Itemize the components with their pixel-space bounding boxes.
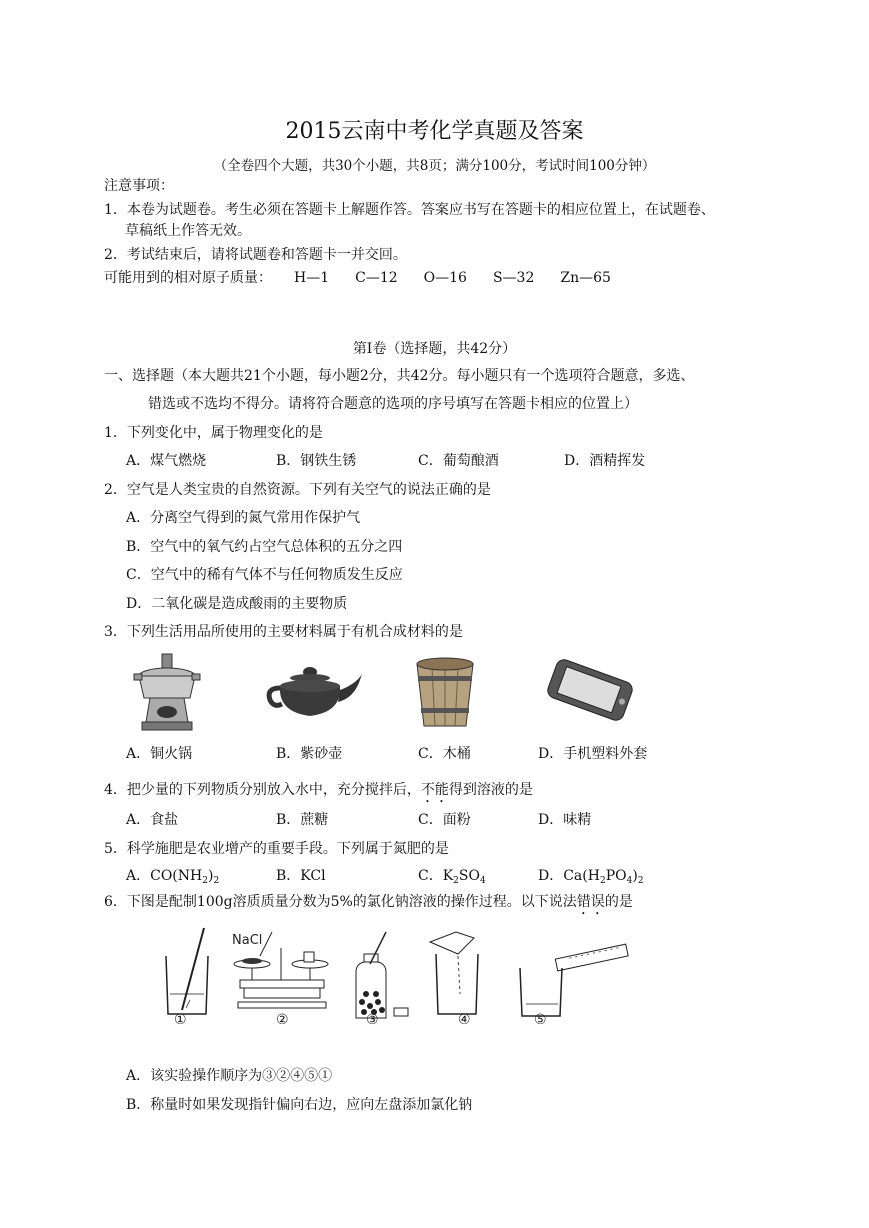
q1-option-c: C．葡萄酿酒	[418, 453, 499, 469]
q6-stem-part2: 的是	[604, 894, 633, 910]
notice-item-1: 1．本卷为试题卷。考生必须在答题卡上解题作答。答案应书写在答题卡的相应位置上，在试题卷、	[104, 202, 715, 218]
q4-stem	[104, 780, 533, 806]
q6-option-b: B．称量时如果发现指针偏向右边，应向左盘添加氯化钠	[126, 1097, 473, 1113]
q1-option-a: A．煤气燃烧	[126, 453, 207, 469]
nacl-label: NaCl	[232, 933, 263, 948]
q4-stem-part2: 得到溶液的是	[448, 782, 533, 798]
page-title: 2015云南中考化学真题及答案	[285, 119, 584, 144]
q6-option-a: A．该实验操作顺序为③②④⑤①	[126, 1068, 333, 1084]
pouring-beaker-drawing	[430, 932, 478, 1014]
atomic-mass-line	[104, 268, 637, 288]
wooden-bucket-image	[414, 656, 476, 730]
section1-intro: 一、选择题（本大题共21个小题，每小题2分，共42分。每小题只有一个选项符合题意，多选、	[104, 368, 695, 384]
q2-option-c: C．空气中的稀有气体不与任何物质发生反应	[126, 567, 403, 583]
q3-option-d: D．手机塑料外套	[538, 746, 648, 762]
reagent-bottle-drawing	[356, 932, 408, 1018]
clay-teapot-image	[266, 664, 364, 724]
q6-stem-emphasis: 错误	[576, 894, 605, 910]
atomic-mass-c: C—12	[355, 270, 398, 286]
cylinder-pouring-drawing	[520, 944, 628, 1016]
q1-stem: 1．下列变化中，属于物理变化的是	[104, 425, 323, 441]
step-number-5: ⑤	[534, 1012, 547, 1024]
q3-option-b: B．紫砂壶	[276, 746, 343, 762]
q2-option-b: B．空气中的氧气约占空气总体积的五分之四	[126, 539, 403, 555]
q4-option-b: B．蔗糖	[276, 812, 329, 828]
q3-option-a: A．铜火锅	[126, 746, 193, 762]
atomic-mass-o: O—16	[423, 270, 467, 286]
solution-prep-figure	[160, 924, 636, 1024]
q5-option-a: A．$CO(NH_2)_2$	[126, 868, 220, 886]
q2-option-d: D．二氧化碳是造成酸雨的主要物质	[126, 596, 348, 612]
step-number-1: ①	[174, 1012, 187, 1024]
q5-stem: 5．科学施肥是农业增产的重要手段。下列属于氮肥的是	[104, 841, 449, 857]
atomic-mass-s: S—32	[492, 270, 535, 286]
beaker-stirring-drawing	[166, 928, 208, 1014]
notice-heading: 注意事项：	[104, 178, 174, 194]
atomic-mass-h: H—1	[294, 270, 330, 286]
q6-stem	[104, 892, 633, 918]
q1-option-d: D．酒精挥发	[564, 453, 646, 469]
q5-option-b: B．KCl	[276, 868, 326, 884]
phone-case-image	[542, 656, 638, 724]
notice-item-1-cont: 草稿纸上作答无效。	[125, 223, 251, 239]
q4-stem-emphasis: 不能	[420, 782, 449, 798]
atomic-mass-label: 可能用到的相对原子质量：	[104, 270, 272, 286]
atomic-mass-zn: Zn—65	[560, 270, 611, 286]
step-number-2: ②	[276, 1012, 289, 1024]
q4-option-a: A．食盐	[126, 812, 179, 828]
q5-option-c: C．$K_2SO_4$	[418, 868, 486, 886]
section1-intro-cont: 错选或不选均不得分。请将符合题意的选项的序号填写在答题卡相应的位置上）	[148, 396, 638, 412]
step-number-3: ③	[366, 1012, 379, 1024]
q3-stem: 3．下列生活用品所使用的主要材料属于有机合成材料的是	[104, 624, 463, 640]
q4-stem-part1: 4．把少量的下列物质分别放入水中，充分搅拌后，	[104, 782, 421, 798]
q1-option-b: B．钢铁生锈	[276, 453, 357, 469]
step-number-4: ④	[458, 1012, 471, 1024]
part1-heading: 第Ⅰ卷（选择题，共42分）	[352, 341, 517, 357]
q3-option-c: C．木桶	[418, 746, 471, 762]
q4-option-d: D．味精	[538, 812, 592, 828]
q2-option-a: A．分离空气得到的氮气常用作保护气	[126, 510, 361, 526]
q2-stem: 2．空气是人类宝贵的自然资源。下列有关空气的说法正确的是	[104, 482, 491, 498]
exam-info: （全卷四个大题，共30个小题，共8页；满分100分，考试时间100分钟）	[213, 158, 656, 174]
notice-item-2: 2．考试结束后，请将试题卷和答题卡一并交回。	[104, 247, 407, 263]
copper-hotpot-image	[132, 652, 202, 734]
q4-option-c: C．面粉	[418, 812, 471, 828]
q6-stem-part1: 6．下图是配制100g溶质质量分数为5%的氯化钠溶液的操作过程。以下说法	[104, 894, 577, 910]
q5-option-d: D．$Ca(H_2PO_4)_2$	[538, 868, 644, 886]
